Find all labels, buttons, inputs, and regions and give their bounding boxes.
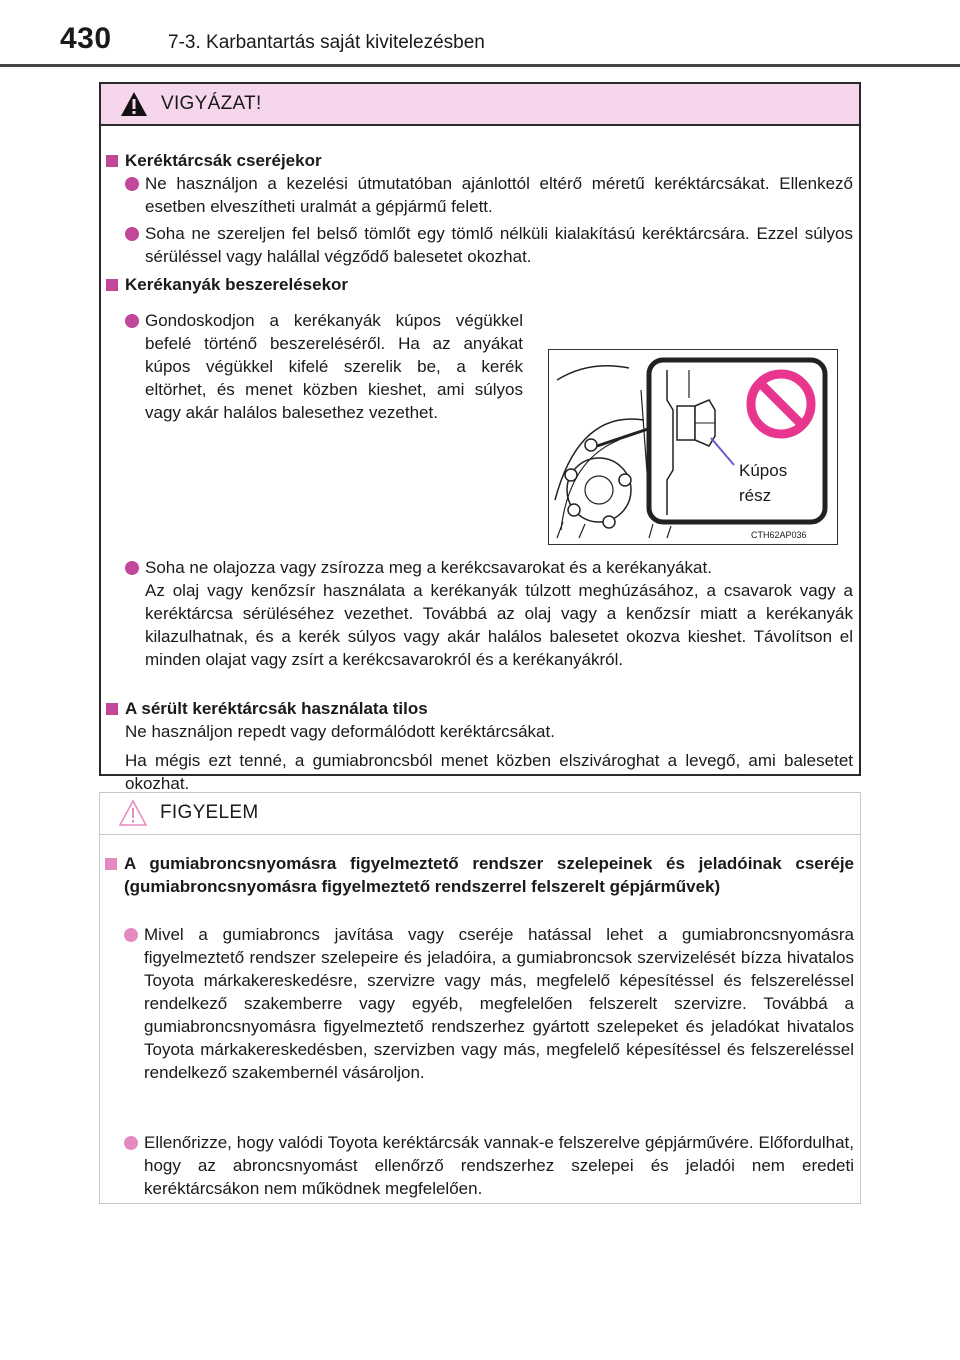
bullet-text: Gondoskodjon a kerékanyák kúpos végükkel befelé történő beszereléséről. Ha az anyákat kúpos végükkel kifelé szerelik be, a kerék eltörhet, és menet közben kieshet, ami súlyos vagy akár halálos balesethez vezethet. (145, 311, 523, 422)
figure-label-line-2: rész (739, 486, 772, 505)
bullet-text: Soha ne olajozza vagy zsírozza meg a kerékcsavarokat és a kerékanyákat. (145, 558, 712, 577)
bullet-text: Ellenőrizze, hogy valódi Toyota keréktárcsák vannak-e felszerelve gépjárművére. Előfordulhat, hogy az abroncsnyomást ellenőrző rendszerhez szelepei és jeladói nem eredeti keréktárcsákon nem működnek megfelelően. (144, 1133, 854, 1198)
warning-triangle-icon (119, 90, 149, 118)
heading-text: A gumiabroncsnyomásra figyelmeztető rendszer szelepeinek és jeladóinak cseréje (gumiabroncsnyomásra figyelmeztető rendszerrel felszerelt gépjárművek) (124, 854, 854, 896)
warning-heading-2 (125, 273, 845, 296)
square-bullet-icon (106, 703, 118, 715)
warning-paragraph-1: Ne használjon repedt vagy deformálódott keréktárcsákat. (125, 722, 555, 741)
header-rule (0, 64, 960, 67)
warning-bullet-4-first-line (145, 556, 853, 579)
notice-title: FIGYELEM (160, 802, 259, 823)
page-number: 430 (60, 22, 112, 55)
warning-bullet-1 (145, 172, 853, 218)
round-bullet-icon (125, 227, 139, 241)
wheel-nut-illustration (549, 350, 837, 544)
notice-box (99, 792, 861, 1204)
figure-label-line-1: Kúpos (739, 461, 788, 480)
wheel-nut-figure (548, 349, 838, 545)
warning-box (99, 82, 861, 793)
notice-header (100, 793, 860, 835)
warning-header (101, 84, 859, 126)
section-title: 7-3. Karbantartás saját kivitelezésben (168, 32, 485, 53)
caution-triangle-icon (118, 799, 148, 827)
warning-bullet-2 (145, 222, 853, 268)
bullet-text: Mivel a gumiabroncs javítása vagy cseréje hatással lehet a gumiabroncsnyomásra figyelmeztető rendszer szelepeire és jeladóira, a gumiabroncsok szervizelését bízza hivatalos Toyota márkakereskedésre, szervizre vagy más, megfelelő képesítéssel és felszereléssel rendelkező szakemberre vagy egyéb, megfelelően felszerelt szervizre. Továbbá a gumiabroncsnyomásra figyelmeztető rendszerhez gyártott szelepeket és jeladókat hivatalos Toyota márkakereskedésben, szervizben vagy más, megfelelő képesítéssel és felszereléssel rendelkező szakembernél vásároljon. (144, 925, 854, 1082)
warning-title: VIGYÁZAT! (161, 93, 262, 114)
notice-bullet-2 (144, 1131, 854, 1200)
square-bullet-icon (105, 858, 117, 870)
warning-heading-1 (125, 149, 845, 172)
warning-heading-3 (125, 697, 845, 720)
bullet-text: Ne használjon a kezelési útmutatóban ajánlottól eltérő méretű keréktárcsákat. Ellenkező esetben elveszítheti uralmát a gépjármű felett. (145, 174, 853, 216)
round-bullet-icon (125, 177, 139, 191)
notice-bullet-1 (144, 923, 854, 1084)
heading-text: Keréktárcsák cseréjekor (125, 151, 322, 170)
warning-bullet-4-body: Az olaj vagy kenőzsír használata a kerékanyák túlzott meghúzásához, a csavarok vagy a keréktárcsa sérüléséhez vezethet. Továbbá az olaj vagy a kenőzsír miatt a kerékanyák kilazulhatnak, és a kerék súlyos vagy akár halálos balesetet okozva kieshet. Távolítson el minden olajat vagy zsírt a kerékcsavarokról és a kerékanyákról. (145, 581, 853, 669)
bullet-text: Soha ne szereljen fel belső tömlőt egy tömlő nélküli kialakítású keréktárcsára. Ezzel súlyos sérüléssel vagy halállal végződő balesetet okozhat. (145, 224, 853, 266)
round-bullet-icon (125, 314, 139, 328)
notice-heading-1 (124, 852, 854, 898)
warning-bullet-3 (145, 309, 523, 424)
round-bullet-icon (124, 1136, 138, 1150)
heading-text: Kerékanyák beszerelésekor (125, 275, 349, 294)
heading-text: A sérült keréktárcsák használata tilos (125, 699, 428, 718)
square-bullet-icon (106, 279, 118, 291)
figure-code: CTH62AP036 (751, 530, 807, 540)
round-bullet-icon (124, 928, 138, 942)
square-bullet-icon (106, 155, 118, 167)
warning-paragraph-2: Ha mégis ezt tenné, a gumiabroncsból menet közben elszivároghat a levegő, ami balesetet okozhat. (125, 751, 853, 793)
round-bullet-icon (125, 561, 139, 575)
figure-label (739, 458, 787, 508)
